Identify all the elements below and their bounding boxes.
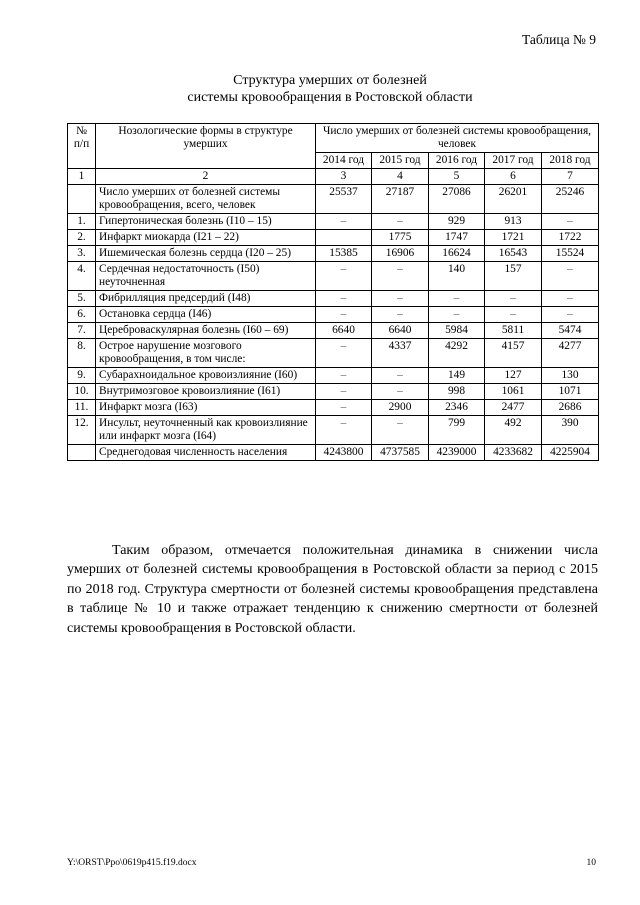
row-value: 1722 xyxy=(542,230,599,246)
mortality-table xyxy=(67,123,599,461)
header-forms: Нозологические формы в структуре умерших xyxy=(96,124,316,169)
row-value: 799 xyxy=(429,416,485,445)
row-value: 1775 xyxy=(372,230,429,246)
row-name: Число умерших от болезней системы кровообращения, всего, человек xyxy=(96,185,316,214)
row-number: 4. xyxy=(68,262,96,291)
row-name: Инфаркт мозга (I63) xyxy=(96,400,316,416)
row-value: – xyxy=(316,384,372,400)
row-value: 4225904 xyxy=(542,445,599,461)
row-value: – xyxy=(372,384,429,400)
row-name: Среднегодовая численность населения xyxy=(96,445,316,461)
row-value: – xyxy=(316,307,372,323)
row-value: – xyxy=(372,416,429,445)
row-value: 929 xyxy=(429,214,485,230)
column-numbers-row xyxy=(68,169,599,185)
row-number: 9. xyxy=(68,368,96,384)
table-row xyxy=(68,246,599,262)
row-number: 1. xyxy=(68,214,96,230)
row-value: 4337 xyxy=(372,339,429,368)
table-row xyxy=(68,307,599,323)
row-value: – xyxy=(316,339,372,368)
row-value: 2686 xyxy=(542,400,599,416)
row-value: 1061 xyxy=(485,384,542,400)
table-row xyxy=(68,416,599,445)
column-number: 6 xyxy=(485,169,542,185)
row-value: – xyxy=(542,291,599,307)
row-value: 1071 xyxy=(542,384,599,400)
row-value: 149 xyxy=(429,368,485,384)
row-name: Фибрилляция предсердий (I48) xyxy=(96,291,316,307)
row-value: 26201 xyxy=(485,185,542,214)
row-number: 10. xyxy=(68,384,96,400)
column-number: 7 xyxy=(542,169,599,185)
row-value xyxy=(316,230,372,246)
row-value: – xyxy=(316,400,372,416)
table-row xyxy=(68,339,599,368)
row-value: 6640 xyxy=(372,323,429,339)
row-number: 3. xyxy=(68,246,96,262)
table-title-line-1: Структура умерших от болезней xyxy=(233,73,427,88)
column-number: 4 xyxy=(372,169,429,185)
row-value: 1721 xyxy=(485,230,542,246)
row-number xyxy=(68,185,96,214)
row-name: Внутримозговое кровоизлияние (I61) xyxy=(96,384,316,400)
row-value: 6640 xyxy=(316,323,372,339)
header-year: 2015 год xyxy=(372,153,429,169)
row-value: – xyxy=(372,214,429,230)
row-value: – xyxy=(372,368,429,384)
row-value: 27086 xyxy=(429,185,485,214)
header-num: № п/п xyxy=(68,124,96,169)
row-value: 5984 xyxy=(429,323,485,339)
table-body xyxy=(68,185,599,461)
row-value: – xyxy=(372,262,429,291)
row-value: – xyxy=(316,416,372,445)
row-number: 11. xyxy=(68,400,96,416)
header-year: 2016 год xyxy=(429,153,485,169)
row-value: 5811 xyxy=(485,323,542,339)
table-row xyxy=(68,291,599,307)
row-value: – xyxy=(372,307,429,323)
row-value: 16906 xyxy=(372,246,429,262)
column-number: 2 xyxy=(96,169,316,185)
row-value: – xyxy=(485,291,542,307)
table-row xyxy=(68,262,599,291)
row-value: 4239000 xyxy=(429,445,485,461)
row-value: 4292 xyxy=(429,339,485,368)
header-deaths: Число умерших от болезней системы кровообращения, человек xyxy=(316,124,599,153)
row-value: 2477 xyxy=(485,400,542,416)
row-value: – xyxy=(316,262,372,291)
summary-paragraph: Таким образом, отмечается положительная динамика в снижении числа умерших от болезней системы кровообращения в Ростовской области за период с 2015 по 2018 год. Структура смертности от болезней системы кровообращения представлена в таблице № 10 и также отражает тенденцию к снижению смертности от болезней системы кровообращения в Ростовской области. xyxy=(67,543,598,636)
row-value: – xyxy=(429,291,485,307)
row-value: 1747 xyxy=(429,230,485,246)
row-value: 127 xyxy=(485,368,542,384)
row-value: 4157 xyxy=(485,339,542,368)
row-value: 2900 xyxy=(372,400,429,416)
header-year: 2014 год xyxy=(316,153,372,169)
footer-file-path: Y:\ORST\Ppo\0619p415.f19.docx xyxy=(67,858,197,868)
table-row xyxy=(68,400,599,416)
row-value: 4233682 xyxy=(485,445,542,461)
column-number: 5 xyxy=(429,169,485,185)
row-value: 4277 xyxy=(542,339,599,368)
row-name: Остановка сердца (I46) xyxy=(96,307,316,323)
header-year: 2017 год xyxy=(485,153,542,169)
row-number: 2. xyxy=(68,230,96,246)
table-row xyxy=(68,323,599,339)
table-title xyxy=(60,72,600,106)
row-value: 130 xyxy=(542,368,599,384)
row-name: Сердечная недостаточность (I50) неуточненная xyxy=(96,262,316,291)
row-value: 913 xyxy=(485,214,542,230)
table-row xyxy=(68,185,599,214)
table-row xyxy=(68,230,599,246)
table-title-line-2: системы кровообращения в Ростовской области xyxy=(187,90,473,105)
row-number: 7. xyxy=(68,323,96,339)
row-value: 492 xyxy=(485,416,542,445)
row-value: 25246 xyxy=(542,185,599,214)
row-value: – xyxy=(316,291,372,307)
row-name: Ишемическая болезнь сердца (I20 – 25) xyxy=(96,246,316,262)
row-value: 2346 xyxy=(429,400,485,416)
row-value: – xyxy=(316,214,372,230)
row-value: – xyxy=(316,368,372,384)
row-value: 4243800 xyxy=(316,445,372,461)
row-value: – xyxy=(429,307,485,323)
column-number: 1 xyxy=(68,169,96,185)
row-name: Инсульт, неуточненный как кровоизлияние или инфаркт мозга (I64) xyxy=(96,416,316,445)
row-value: 157 xyxy=(485,262,542,291)
row-value: – xyxy=(542,214,599,230)
row-number: 6. xyxy=(68,307,96,323)
table-label: Таблица № 9 xyxy=(522,32,596,47)
row-number xyxy=(68,445,96,461)
table-row xyxy=(68,214,599,230)
row-name: Субарахноидальное кровоизлияние (I60) xyxy=(96,368,316,384)
row-value: 16543 xyxy=(485,246,542,262)
row-value: 16624 xyxy=(429,246,485,262)
row-value: – xyxy=(542,262,599,291)
row-value: 27187 xyxy=(372,185,429,214)
column-number: 3 xyxy=(316,169,372,185)
row-value: 4737585 xyxy=(372,445,429,461)
header-row xyxy=(68,124,599,153)
row-value: 140 xyxy=(429,262,485,291)
table-row xyxy=(68,445,599,461)
row-value: 998 xyxy=(429,384,485,400)
row-number: 12. xyxy=(68,416,96,445)
row-value: 390 xyxy=(542,416,599,445)
row-number: 5. xyxy=(68,291,96,307)
header-year: 2018 год xyxy=(542,153,599,169)
row-name: Инфаркт миокарда (I21 – 22) xyxy=(96,230,316,246)
row-number: 8. xyxy=(68,339,96,368)
row-value: – xyxy=(372,291,429,307)
row-value: 15385 xyxy=(316,246,372,262)
row-name: Гипертоническая болезнь (I10 – 15) xyxy=(96,214,316,230)
row-value: 25537 xyxy=(316,185,372,214)
table-row xyxy=(68,368,599,384)
row-value: – xyxy=(485,307,542,323)
table-row xyxy=(68,384,599,400)
page-number: 10 xyxy=(586,858,596,868)
row-value: – xyxy=(542,307,599,323)
row-name: Острое нарушение мозгового кровообращения, в том числе: xyxy=(96,339,316,368)
row-value: 5474 xyxy=(542,323,599,339)
row-name: Цереброваскулярная болезнь (I60 – 69) xyxy=(96,323,316,339)
row-value: 15524 xyxy=(542,246,599,262)
